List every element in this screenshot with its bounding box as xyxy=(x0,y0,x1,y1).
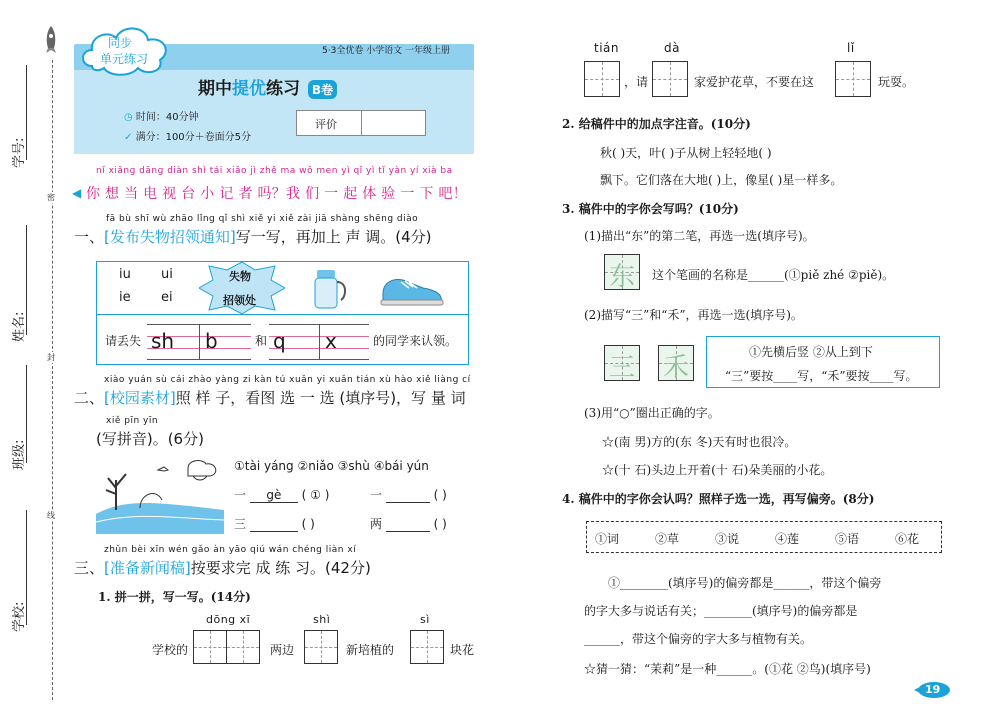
q4-line4: ☆猜一猜：“茉莉”是一种______。(①花 ②鸟)(填序号) xyxy=(584,662,871,676)
q2-label: 2. 给稿件中的加点字注音。(10分) xyxy=(562,117,751,131)
row2-right xyxy=(370,515,447,532)
badge-line1: 同步 xyxy=(108,36,133,50)
row2-right-paren: ( ) xyxy=(433,517,447,531)
section2-number: 二、 xyxy=(74,389,105,407)
title-part3: 练习 xyxy=(266,79,300,99)
section2-instruction: 照 样 子，看图 选 一 选 (填序号)，写 量 词 xyxy=(175,389,466,407)
q1-cont-grid-a[interactable] xyxy=(584,61,620,97)
id-label: 学号: xyxy=(12,137,27,168)
row1-left xyxy=(234,486,329,503)
q1-label: 1. 拼一拼，写一写。(14分) xyxy=(98,590,251,604)
row2-left-blank[interactable] xyxy=(250,518,298,532)
row1-right-paren: ( ) xyxy=(433,488,447,502)
name-label: 姓名: xyxy=(12,311,27,342)
q3-2-instruction: (2)描写“三”和“禾”，再选一选(填序号)。 xyxy=(584,308,803,322)
time-label: 时间：40分钟 xyxy=(135,112,199,123)
q4-option-5: ⑤语 xyxy=(835,532,860,546)
row1-right xyxy=(370,486,447,503)
q3-1-char: 东 xyxy=(609,262,636,292)
section3-instruction: 按要求完 成 练 习。(42分) xyxy=(190,559,371,577)
sneaker-icon xyxy=(379,272,445,312)
q1-pinyin-a: dōng xī xyxy=(206,613,251,626)
intro-text: 你 想 当 电 视 台 小 记 者 吗？我 们 一 起 体 验 一 下 吧！ xyxy=(86,186,468,202)
row1-left-example: gè xyxy=(266,488,282,502)
q4-option-1: ①词 xyxy=(595,532,620,546)
class-label: 班级: xyxy=(12,439,27,470)
water-bottle-icon xyxy=(311,266,351,314)
sentence-after: 的同学来认领。 xyxy=(373,334,458,348)
q4-line2: 的字大多与说话有关；________(填序号)的偏旁都是 xyxy=(584,604,858,618)
writing-lines-2 xyxy=(269,324,369,360)
q4-line3: ______，带这个偏旁的字大多与植物有关。 xyxy=(584,632,813,646)
q1-cont-pinyin-a: tián xyxy=(594,41,619,55)
rocket-icon xyxy=(44,26,58,58)
row1-left-blank[interactable] xyxy=(250,488,298,503)
q4-option-3: ③说 xyxy=(715,532,740,546)
answer-b: b xyxy=(205,329,218,353)
id-field[interactable] xyxy=(26,65,27,160)
q1-cont-text-a: ，请 xyxy=(624,75,649,89)
section1-number: 一、 xyxy=(74,228,105,246)
page-number: 19 xyxy=(925,683,941,696)
q1-grid-c[interactable] xyxy=(410,630,444,664)
sentence-and: 和 xyxy=(255,334,268,348)
header-banner xyxy=(74,36,474,154)
name-field[interactable] xyxy=(26,225,27,335)
school-scene-image xyxy=(96,458,224,534)
title-tag: B卷 xyxy=(308,80,337,99)
q1-cont-pinyin-b: dà xyxy=(664,41,680,55)
q1-pinyin-c: sì xyxy=(420,613,430,626)
q3-3-instruction: (3)用“○”圈出正确的字。 xyxy=(584,406,720,420)
row1-right-blank[interactable] xyxy=(386,489,430,503)
section1-heading xyxy=(74,226,432,247)
q2-line2: 飘下。它们落在大地( )上，像星( )星一样多。 xyxy=(600,173,843,187)
seal-char-3: 线 xyxy=(47,511,55,520)
q1-text-a: 学校的 xyxy=(152,643,189,657)
q3-3-line2: ☆(十 石)头边上开着(十 石)朵美丽的小花。 xyxy=(602,463,833,477)
row2-right-prefix: 两 xyxy=(370,517,383,531)
sentence-before: 请丢失 xyxy=(105,334,142,348)
writing-lines-1 xyxy=(147,324,251,360)
q1-grid-b[interactable] xyxy=(304,630,338,664)
syllable-iu: iu xyxy=(119,267,131,282)
score-row xyxy=(124,128,251,143)
title-part1: 期中 xyxy=(198,79,232,99)
section1-topic: [发布失物招领通知] xyxy=(104,228,236,246)
poster-line2: 招领处 xyxy=(223,294,256,307)
answer-q: q xyxy=(273,329,286,353)
q3-3-line1: ☆(南 男)方的(东 冬)天有时也很冷。 xyxy=(602,435,797,449)
row2-left-prefix: 三 xyxy=(234,517,247,531)
poster-line1: 失物 xyxy=(229,270,251,283)
book-info: 5·3全优卷 小学语文 一年级上册 xyxy=(322,46,451,56)
q1-grid-a[interactable] xyxy=(193,630,260,664)
section1-pinyin: fā bù shī wù zhāo lǐng qǐ shì xiě yi xiě zài jiā shàng shēng diào xyxy=(106,214,419,224)
q3-2-char2: 禾 xyxy=(663,353,690,383)
class-field[interactable] xyxy=(26,365,27,463)
q3-label: 3. 稿件中的字你会写吗？(10分) xyxy=(562,202,739,216)
section3-topic: [准备新闻稿] xyxy=(104,559,191,577)
q4-label: 4. 稿件中的字你会认吗？照样子选一选，再写偏旁。(8分) xyxy=(562,492,875,506)
school-label: 学校: xyxy=(12,601,27,632)
syllable-ie: ie xyxy=(119,290,131,305)
q1-cont-text-b: 家爱护花草，不要在这 xyxy=(694,75,815,89)
q1-text-c: 新培植的 xyxy=(346,643,395,657)
badge-line2: 单元练习 xyxy=(100,52,149,66)
q1-cont-grid-b[interactable] xyxy=(652,61,688,97)
row2-left-paren: ( ) xyxy=(301,517,315,531)
syllable-ui: ui xyxy=(161,267,173,282)
binding-margin xyxy=(0,0,60,707)
q1-cont-grid-c[interactable] xyxy=(835,61,871,97)
section2-topic: [校园素材] xyxy=(104,389,176,407)
q1-text-d: 块花 xyxy=(450,643,475,657)
q4-option-2: ②草 xyxy=(655,532,680,546)
section3-heading xyxy=(74,557,371,578)
row1-left-paren: ( ① ) xyxy=(301,488,330,502)
q1-pinyin-b: shì xyxy=(313,613,331,626)
section1-instruction: 写一写，再加上 声 调。(4分) xyxy=(235,228,432,246)
seal-char-1: 密 xyxy=(47,193,55,202)
q1-text-b: 两边 xyxy=(270,643,295,657)
q3-2-box-line1: ①先横后竖 ②从上到下 xyxy=(749,345,873,359)
syllable-ei: ei xyxy=(161,290,173,305)
row2-left xyxy=(234,515,315,532)
q3-2-box-line2: “三”要按____写，“禾”要按____写。 xyxy=(725,369,918,383)
q4-option-4: ④莲 xyxy=(775,532,800,546)
megaphone-icon: ◀ xyxy=(72,186,82,200)
q3-2-char1: 三 xyxy=(609,353,636,383)
row1-right-prefix: 一 xyxy=(370,488,383,502)
q3-2-option-box xyxy=(706,336,940,388)
title-part2: 提优 xyxy=(232,79,266,99)
q1-cont-text-c: 玩耍。 xyxy=(878,75,915,89)
section3-number: 三、 xyxy=(74,559,105,577)
q1-cont-pinyin-c: lǐ xyxy=(847,41,855,55)
section2-pinyin2: xiě pīn yīn xyxy=(106,416,159,426)
section2-options: ①tài yáng ②niǎo ③shù ④bái yún xyxy=(234,459,429,473)
answer-sh: sh xyxy=(151,329,175,353)
score-label: 满分：100分＋卷面分5分 xyxy=(135,132,252,143)
clock-icon: ◷ xyxy=(124,112,133,123)
section2-pinyin: xiào yuán sù cái zhào yàng zi kàn tú xuǎn yi xuǎn tián xù hào xiě liàng cí xyxy=(104,375,471,385)
seal-line xyxy=(52,60,53,700)
q4-options-box xyxy=(586,521,942,553)
intro-pinyin: nǐ xiǎng dāng diàn shì tái xiǎo jì zhě ma wǒ men yì qǐ yì tǐ yàn yí xià ba xyxy=(96,166,453,176)
eval-box[interactable] xyxy=(296,110,426,136)
section3-pinyin: zhǔn bèi xīn wén gǎo àn yāo qiú wán chéng liàn xí xyxy=(104,545,357,555)
section2-instruction2: (写拼音)。(6分) xyxy=(96,430,204,448)
check-icon: ✓ xyxy=(124,132,133,143)
page-title xyxy=(198,74,337,99)
q3-1-instruction: (1)描出“东”的第二笔，再选一选(填序号)。 xyxy=(584,229,815,243)
school-field[interactable] xyxy=(26,510,27,625)
row2-right-blank[interactable] xyxy=(386,518,430,532)
row1-left-prefix: 一 xyxy=(234,488,247,502)
seal-char-2: 封 xyxy=(47,353,55,362)
lost-found-panel xyxy=(96,261,469,365)
q3-1-text: 这个笔画的名称是______(①piě zhé ②piě)。 xyxy=(652,268,895,282)
q4-option-6: ⑥花 xyxy=(895,532,920,546)
eval-label: 评价 xyxy=(315,118,337,131)
section2-heading xyxy=(74,387,466,408)
q4-line1: ①________(填序号)的偏旁都是______，带这个偏旁 xyxy=(608,576,882,590)
time-row xyxy=(124,108,199,123)
q2-line1: 秋( )天，叶( )子从树上轻轻地( ) xyxy=(600,146,772,160)
answer-x: x xyxy=(325,329,337,353)
